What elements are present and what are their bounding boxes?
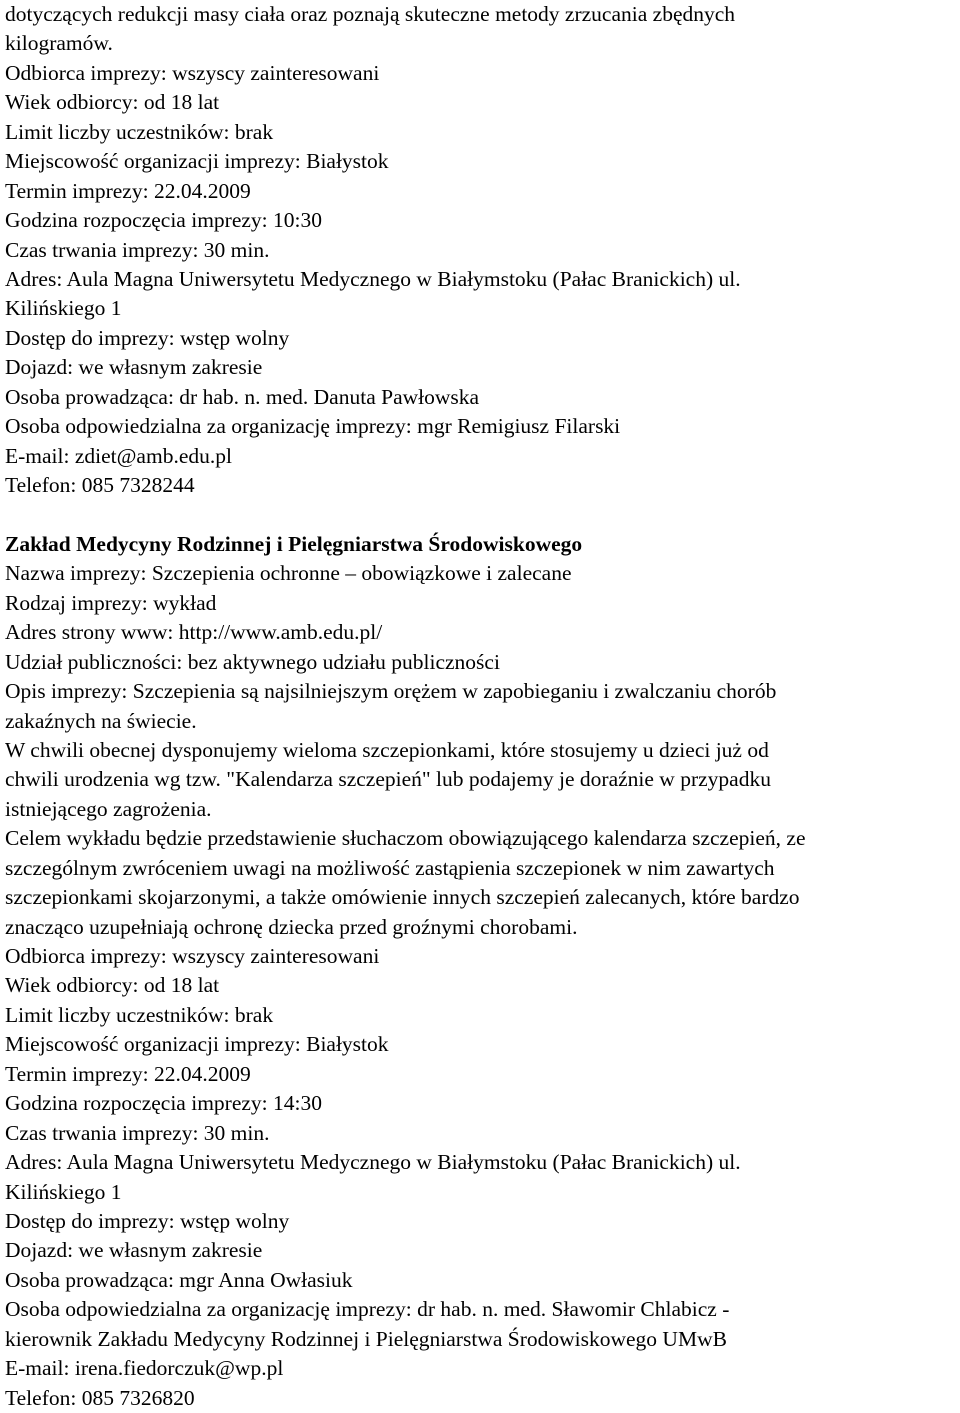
text-line: W chwili obecnej dysponujemy wieloma szczepionkami, które stosujemy u dzieci już od (5, 737, 769, 762)
event-section-1 (5, 0, 955, 500)
phone-line: Telefon: 085 7326820 (5, 1385, 195, 1410)
text-line: Dostęp do imprezy: wstęp wolny (5, 1208, 290, 1233)
text-line: Czas trwania imprezy: 30 min. (5, 237, 270, 262)
text-line: Opis imprezy: Szczepienia są najsilniejszym orężem w zapobieganiu i zwalczaniu chorób (5, 679, 777, 704)
text-line: Kilińskiego 1 (5, 1179, 122, 1204)
text-line: chwili urodzenia wg tzw. "Kalendarza szczepień" lub podajemy je doraźnie w przypadku (5, 767, 771, 792)
text-line: kilogramów. (5, 31, 113, 56)
text-line: Odbiorca imprezy: wszyscy zainteresowani (5, 60, 380, 85)
text-line: szczepionkami skojarzonymi, a także omówienie innych szczepień zalecanych, które bardzo (5, 885, 800, 910)
text-line: Czas trwania imprezy: 30 min. (5, 1120, 270, 1145)
text-line: Miejscowość organizacji imprezy: Białystok (5, 149, 389, 174)
text-line: Dostęp do imprezy: wstęp wolny (5, 325, 290, 350)
text-line: szczególnym zwróceniem uwagi na możliwość zastąpienia szczepionek w nim zawartych (5, 855, 775, 880)
text-line: Osoba prowadząca: dr hab. n. med. Danuta Pawłowska (5, 384, 480, 409)
text-line: Celem wykładu będzie przedstawienie słuchaczom obowiązującego kalendarza szczepień, ze (5, 826, 806, 851)
text-line: znacząco uzupełniają ochronę dziecka przed groźnymi chorobami. (5, 914, 578, 939)
text-line: kierownik Zakładu Medycyny Rodzinnej i Pielęgniarstwa Środowiskowego UMwB (5, 1326, 727, 1351)
text-line: istniejącego zagrożenia. (5, 796, 212, 821)
text-line: Udział publiczności: bez aktywnego udziału publiczności (5, 649, 500, 674)
phone-line: Telefon: 085 7328244 (5, 473, 195, 497)
section-spacer (5, 500, 955, 529)
text-line: Adres: Aula Magna Uniwersytetu Medycznego w Białymstoku (Pałac Branickich) ul. (5, 266, 741, 291)
text-line: Miejscowość organizacji imprezy: Białystok (5, 1032, 389, 1057)
document-page (5, 0, 955, 1413)
website-line: Adres strony www: http://www.amb.edu.pl/ (5, 620, 383, 645)
text-line: Godzina rozpoczęcia imprezy: 10:30 (5, 208, 322, 233)
email-line: E-mail: zdiet@amb.edu.pl (5, 443, 232, 468)
text-line: Termin imprezy: 22.04.2009 (5, 178, 251, 203)
text-line: Godzina rozpoczęcia imprezy: 14:30 (5, 1091, 322, 1116)
text-line: Dojazd: we własnym zakresie (5, 1238, 263, 1263)
text-line: Dojazd: we własnym zakresie (5, 355, 263, 380)
text-line: Kilińskiego 1 (5, 296, 122, 321)
text-line: Rodzaj imprezy: wykład (5, 590, 217, 615)
text-line: Nazwa imprezy: Szczepienia ochronne – obowiązkowe i zalecane (5, 561, 572, 586)
text-line: Termin imprezy: 22.04.2009 (5, 1061, 251, 1086)
event-section-2 (5, 530, 955, 1413)
text-line: Limit liczby uczestników: brak (5, 119, 274, 144)
section-heading: Zakład Medycyny Rodzinnej i Pielęgniarstwa Środowiskowego (5, 531, 583, 556)
text-line: Limit liczby uczestników: brak (5, 1002, 274, 1027)
text-line: Osoba odpowiedzialna za organizację imprezy: mgr Remigiusz Filarski (5, 414, 621, 439)
text-line: Osoba odpowiedzialna za organizację imprezy: dr hab. n. med. Sławomir Chlabicz - (5, 1297, 730, 1322)
text-line: Odbiorca imprezy: wszyscy zainteresowani (5, 944, 380, 968)
text-line: Osoba prowadząca: mgr Anna Owłasiuk (5, 1267, 353, 1292)
text-line: Adres: Aula Magna Uniwersytetu Medycznego w Białymstoku (Pałac Branickich) ul. (5, 1150, 741, 1175)
text-line: Wiek odbiorcy: od 18 lat (5, 90, 220, 115)
email-line: E-mail: irena.fiedorczuk@wp.pl (5, 1356, 284, 1381)
text-line: dotyczących redukcji masy ciała oraz poznają skuteczne metody zrzucania zbędnych (5, 2, 736, 26)
text-line: zakaźnych na świecie. (5, 708, 197, 733)
text-line: Wiek odbiorcy: od 18 lat (5, 973, 220, 998)
